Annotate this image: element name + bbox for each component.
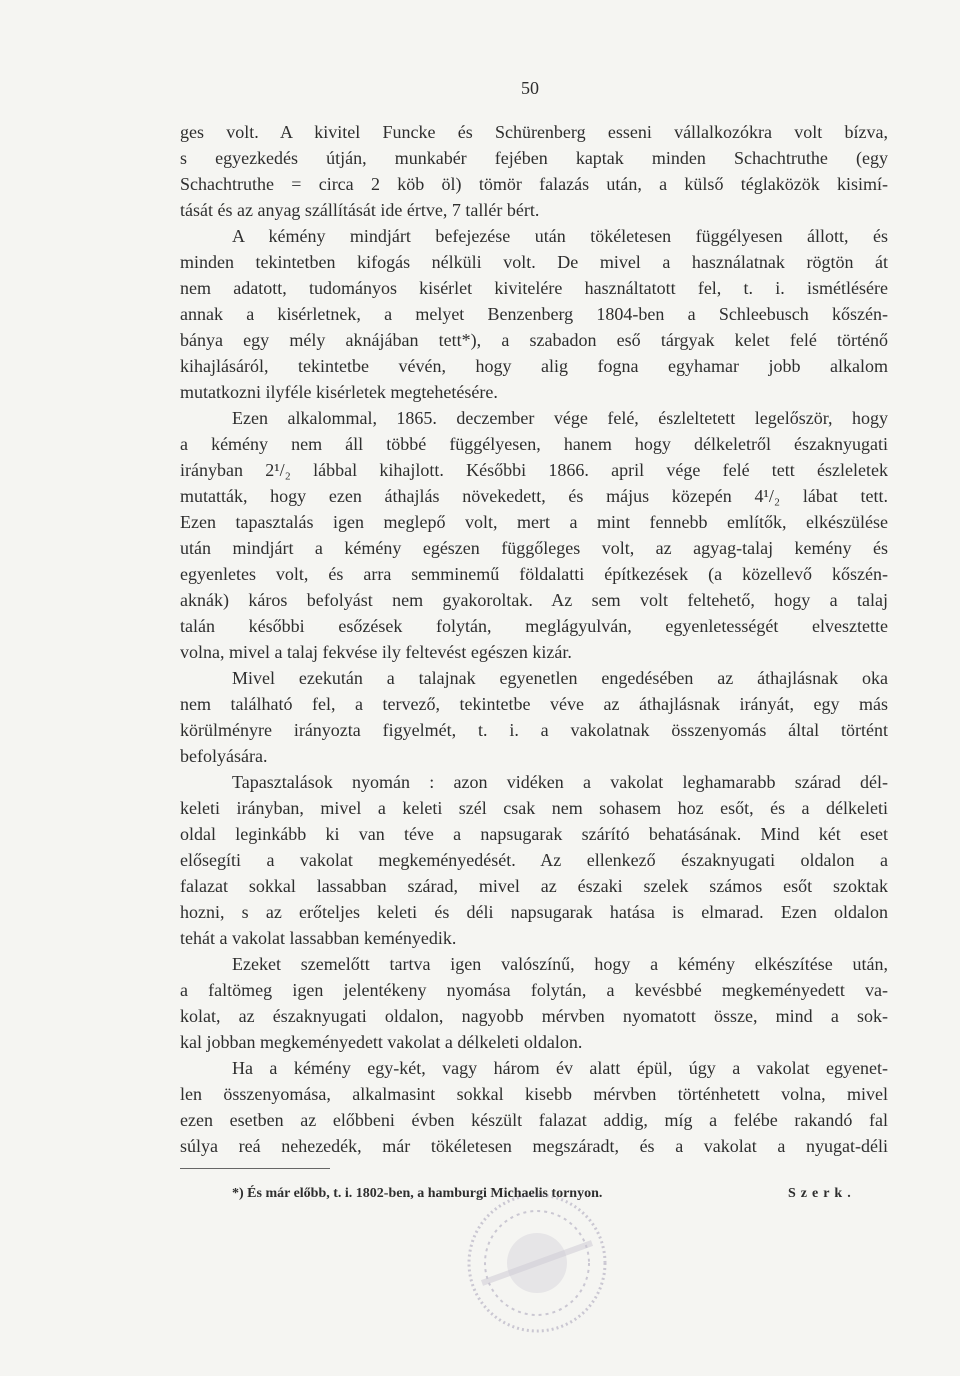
text-line: minden tekintetben kifogás nélküli volt. De mivel a használatnak rögtön át [180, 252, 888, 272]
text-line: kal jobban megkeményedett vakolat a délkeleti oldalon. [180, 1032, 583, 1052]
text-line: a faltömeg igen jelentékeny nyomása folytán, a kevésbbé megkeményedett va- [180, 980, 888, 1000]
text-line: falazat sokkal lassabban szárad, mivel az északi szelek számos esőt szoktak [180, 876, 888, 896]
text-line: Ezen tapasztalás igen meglepő volt, mert a mint fennebb említők, elkészülése [180, 512, 888, 532]
paragraph-3 [180, 405, 888, 665]
text-line: tehát a vakolat lassabban keményedik. [180, 928, 457, 948]
text-line: Mivel ezekután a talajnak egyenetlen engedésében az áthajlásnak oka [232, 668, 888, 688]
text-line: elősegíti a vakolat megkeményedését. Az ellenkező északnyugati oldalon a [180, 850, 888, 870]
text-line: s egyezkedés útján, munkabér fejében kaptak minden Schachtruthe (egy [180, 148, 888, 168]
text-line: irányban 2¹/₂ lábbal kihajlott. Későbbi 1866. april vége felé tett észleletek [180, 460, 888, 480]
text-line: körülményre irányozta figyelmét, t. i. a vakolatnak összenyomás által történt [180, 720, 888, 740]
text-line: Ezeket szemelőtt tartva igen valószínű, hogy a kémény elkészítése után, [232, 954, 888, 974]
text-line: Schachtruthe = circa 2 köb öl) tömör falazás után, a külső téglaközök kisimí- [180, 174, 888, 194]
text-line: Ezen alkalommal, 1865. deczember vége felé, észleltetett legelőször, hogy [232, 408, 888, 428]
paragraph-2 [180, 223, 888, 405]
text-line: talán későbbi esőzések folytán, meglágyulván, egyenletességét elvesztette [180, 616, 888, 636]
body-text [180, 119, 888, 1159]
text-line: oldal leginkább ki van téve a napsugarak szárító behatásának. Mind két eset [180, 824, 888, 844]
text-line: keleti irányban, mivel a keleti szél csak nem sohasem hoz esőt, és a délkeleti [180, 798, 888, 818]
text-line: Ha a kémény egy-két, vagy három év alatt épül, úgy a vakolat egyenet- [232, 1058, 888, 1078]
footnote-divider [180, 1168, 330, 1169]
text-line: mutatták, hogy ezen áthajlás növekedett, és május közepén 4¹/₂ lábat tett. [180, 486, 888, 506]
text-line: bánya egy mély aknájában tett*), a szabadon eső tárgyak kelet felé történő [180, 330, 888, 350]
paragraph-7 [180, 1055, 888, 1159]
text-line: tását és az anyag szállítását ide értve, 7 tallér bért. [180, 200, 540, 220]
text-line: ezen esetben az előbbeni évben készült falazat addig, míg a felébe rakandó fal [180, 1110, 888, 1130]
text-line: mutatkozni ilyféle kisérletek megtehetésére. [180, 382, 498, 402]
text-line: Tapasztalások nyomán : azon vidéken a vakolat leghamarabb szárad dél- [232, 772, 888, 792]
footnote-signature: Szerk. [788, 1186, 856, 1201]
footnote: *) És már előbb, t. i. 1802-ben, a hamburgi Michaelis tornyon. [232, 1186, 603, 1201]
text-line: kolat, az északnyugati oldalon, nagyobb mérvben nyomatott össze, mind a sok- [180, 1006, 888, 1026]
page-number: 50 [521, 78, 539, 98]
text-line: a kémény nem áll többé függélyesen, hanem hogy délkeletről északnyugati [180, 434, 888, 454]
library-stamp-icon [462, 1188, 612, 1338]
text-line: egyenletes volt, és arra semminemű földalatti építkezések (a közellevő kőszén- [180, 564, 888, 584]
text-line: súlya reá nehezedék, már tökéletesen megszáradt, és a vakolat a nyugat-déli [180, 1136, 888, 1156]
text-line: nem adatott, tudományos kisérlet kivitelére használtatott fel, t. i. ismétlésére [180, 278, 888, 298]
text-line: kihajlásáról, tekintetbe vévén, hogy alig fogna egyhamar jobb alkalom [180, 356, 888, 376]
paragraph-4 [180, 665, 888, 769]
text-line: után mindjárt a kémény egészen függőleges volt, az agyag-talaj kemény és [180, 538, 888, 558]
paragraph-6 [180, 951, 888, 1055]
text-line: hozni, s az erőteljes keleti és déli napsugarak hatása is elmarad. Ezen oldalon [180, 902, 888, 922]
text-line: ges volt. A kivitel Funcke és Schürenberg esseni vállalkozókra volt bízva, [180, 122, 888, 142]
text-line: len összenyomása, alkalmasint sokkal kisebb mérvben történhetett volna, mivel [180, 1084, 888, 1104]
text-line: A kémény mindjárt befejezése után tökéletesen függélyesen állott, és [232, 226, 888, 246]
text-line: volna, mivel a talaj fekvése ily feltevést egészen kizár. [180, 642, 572, 662]
text-line: annak a kisérletnek, a melyet Benzenberg 1804-ben a Schleebusch kőszén- [180, 304, 888, 324]
paragraph-1 [180, 119, 888, 223]
text-line: nem található fel, a tervező, tekintetbe véve az áthajlásnak irányát, egy más [180, 694, 888, 714]
text-line: aknák) káros befolyást nem gyakoroltak. Az sem volt feltehető, hogy a talaj [180, 590, 888, 610]
text-line: befolyására. [180, 746, 268, 766]
paragraph-5 [180, 769, 888, 951]
